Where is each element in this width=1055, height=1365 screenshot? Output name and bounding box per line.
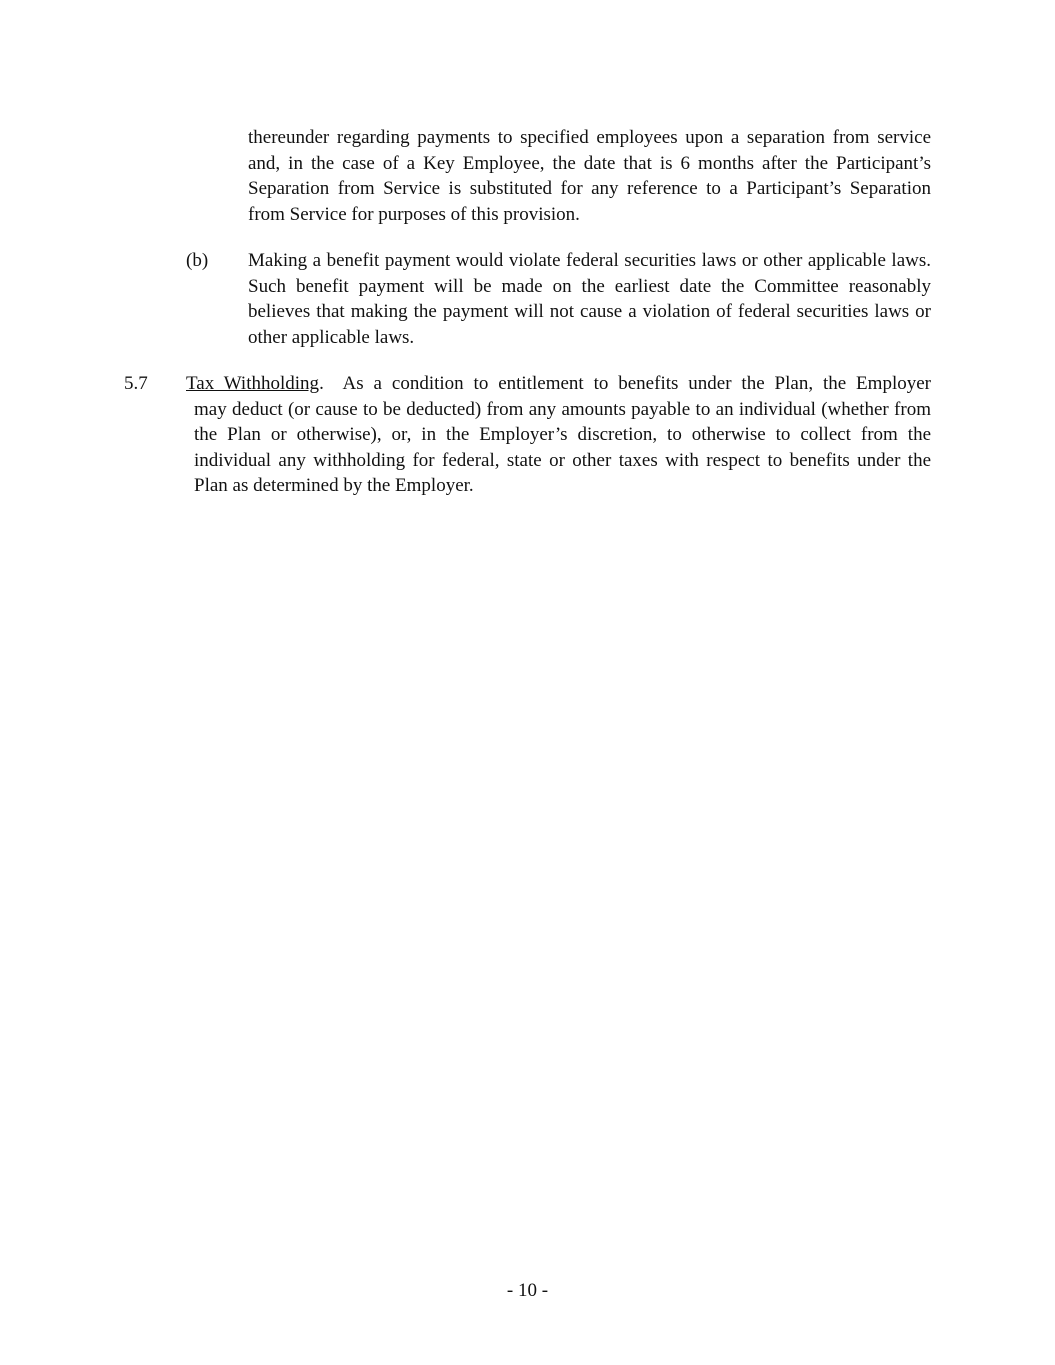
section-body-text: may deduct (or cause to be deducted) from any amounts payable to an individual (whether from the Plan or otherwise), or, in the Employer’s discretion, to otherwise to collect from the individual any withholding for federal, state or other taxes with respect to benefits under the Plan as determined by the Employer. xyxy=(194,398,931,497)
section-first-line xyxy=(186,371,931,397)
item-b-paragraph: Making a benefit payment would violate federal securities laws or other applicable laws. Such benefit payment will be made on the earliest date the Committee reasonably believes that making the payment will not cause a violation of federal securities laws or other applicable laws. xyxy=(248,250,931,348)
page-number: - 10 - xyxy=(506,1280,549,1301)
continuation-paragraph: thereunder regarding payments to specified employees upon a separation from service and, in the case of a Key Employee, the date that is 6 months after the Participant’s Separation from Service is substituted for any reference to a Participant’s Separation from Service for purposes of this provision. xyxy=(248,127,931,225)
section-heading: Tax Withholding xyxy=(186,373,320,394)
section-first-line-text: As a condition to entitlement to benefits under the Plan, the Employer xyxy=(323,373,931,394)
section-heading-punct: . xyxy=(319,373,324,394)
item-b-label: (b) xyxy=(186,250,209,271)
section-5-7-paragraph xyxy=(186,371,931,499)
section-number: 5.7 xyxy=(124,373,148,394)
